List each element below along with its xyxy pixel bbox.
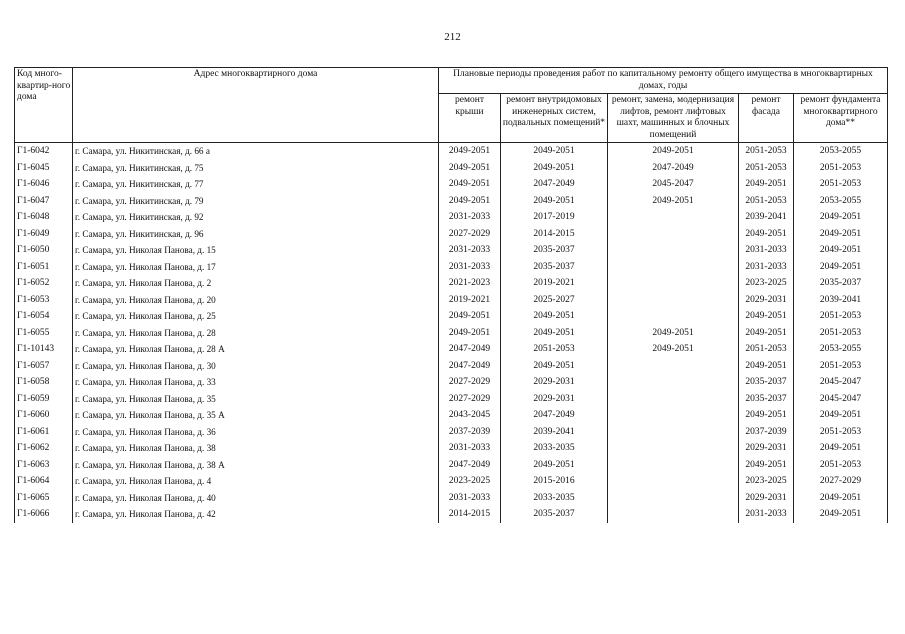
cell-code: Г1-6051 bbox=[15, 259, 73, 276]
cell-elevators bbox=[608, 391, 739, 408]
capital-repair-table-wrapper bbox=[14, 67, 887, 523]
cell-elevators bbox=[608, 226, 739, 243]
cell-address: г. Самара, ул. Никитинская, д. 75 bbox=[73, 160, 439, 177]
cell-foundation: 2051-2053 bbox=[794, 457, 888, 474]
table-row bbox=[15, 358, 888, 375]
cell-foundation: 2027-2029 bbox=[794, 473, 888, 490]
cell-elevators: 2049-2051 bbox=[608, 193, 739, 210]
cell-foundation: 2049-2051 bbox=[794, 242, 888, 259]
cell-elevators bbox=[608, 242, 739, 259]
cell-roof: 2019-2021 bbox=[439, 292, 501, 309]
cell-code: Г1-6054 bbox=[15, 308, 73, 325]
cell-facade: 2023-2025 bbox=[739, 275, 794, 292]
cell-roof: 2021-2023 bbox=[439, 275, 501, 292]
table-row bbox=[15, 490, 888, 507]
table-body bbox=[15, 143, 888, 523]
cell-address: г. Самара, ул. Никитинская, д. 96 bbox=[73, 226, 439, 243]
cell-address: г. Самара, ул. Николая Панова, д. 38 А bbox=[73, 457, 439, 474]
cell-facade: 2049-2051 bbox=[739, 457, 794, 474]
cell-systems: 2015-2016 bbox=[501, 473, 608, 490]
table-row bbox=[15, 160, 888, 177]
cell-roof: 2049-2051 bbox=[439, 176, 501, 193]
cell-facade: 2049-2051 bbox=[739, 176, 794, 193]
cell-code: Г1-10143 bbox=[15, 341, 73, 358]
cell-code: Г1-6048 bbox=[15, 209, 73, 226]
table-row bbox=[15, 506, 888, 523]
cell-roof: 2027-2029 bbox=[439, 226, 501, 243]
cell-code: Г1-6066 bbox=[15, 506, 73, 523]
cell-code: Г1-6063 bbox=[15, 457, 73, 474]
cell-systems: 2049-2051 bbox=[501, 325, 608, 342]
table-row bbox=[15, 226, 888, 243]
cell-facade: 2051-2053 bbox=[739, 160, 794, 177]
cell-roof: 2049-2051 bbox=[439, 160, 501, 177]
cell-systems: 2035-2037 bbox=[501, 242, 608, 259]
cell-address: г. Самара, ул. Николая Панова, д. 30 bbox=[73, 358, 439, 375]
cell-foundation: 2049-2051 bbox=[794, 209, 888, 226]
cell-code: Г1-6065 bbox=[15, 490, 73, 507]
cell-facade: 2031-2033 bbox=[739, 259, 794, 276]
cell-systems: 2047-2049 bbox=[501, 407, 608, 424]
cell-elevators bbox=[608, 209, 739, 226]
cell-elevators bbox=[608, 424, 739, 441]
table-row bbox=[15, 242, 888, 259]
header-systems: ремонт внутридомовых инженерных систем, подвальных помещений* bbox=[501, 94, 608, 143]
cell-address: г. Самара, ул. Николая Панова, д. 38 bbox=[73, 440, 439, 457]
cell-systems: 2051-2053 bbox=[501, 341, 608, 358]
cell-elevators bbox=[608, 473, 739, 490]
cell-code: Г1-6045 bbox=[15, 160, 73, 177]
cell-foundation: 2051-2053 bbox=[794, 176, 888, 193]
cell-code: Г1-6049 bbox=[15, 226, 73, 243]
cell-foundation: 2051-2053 bbox=[794, 308, 888, 325]
cell-roof: 2047-2049 bbox=[439, 341, 501, 358]
cell-code: Г1-6050 bbox=[15, 242, 73, 259]
cell-code: Г1-6060 bbox=[15, 407, 73, 424]
header-roof: ремонт крыши bbox=[439, 94, 501, 143]
cell-foundation: 2049-2051 bbox=[794, 490, 888, 507]
cell-address: г. Самара, ул. Николая Панова, д. 35 А bbox=[73, 407, 439, 424]
cell-elevators: 2049-2051 bbox=[608, 341, 739, 358]
cell-facade: 2031-2033 bbox=[739, 506, 794, 523]
cell-facade: 2049-2051 bbox=[739, 226, 794, 243]
cell-systems: 2019-2021 bbox=[501, 275, 608, 292]
cell-elevators bbox=[608, 490, 739, 507]
cell-address: г. Самара, ул. Николая Панова, д. 28 А bbox=[73, 341, 439, 358]
cell-code: Г1-6059 bbox=[15, 391, 73, 408]
cell-elevators bbox=[608, 506, 739, 523]
cell-address: г. Самара, ул. Никитинская, д. 79 bbox=[73, 193, 439, 210]
table-row bbox=[15, 143, 888, 160]
cell-address: г. Самара, ул. Николая Панова, д. 42 bbox=[73, 506, 439, 523]
table-row bbox=[15, 275, 888, 292]
cell-foundation: 2049-2051 bbox=[794, 407, 888, 424]
table-row bbox=[15, 440, 888, 457]
cell-foundation: 2051-2053 bbox=[794, 325, 888, 342]
cell-elevators bbox=[608, 407, 739, 424]
cell-address: г. Самара, ул. Николая Панова, д. 33 bbox=[73, 374, 439, 391]
cell-systems: 2033-2035 bbox=[501, 490, 608, 507]
table-row bbox=[15, 308, 888, 325]
header-foundation: ремонт фундамента многоквартирного дома** bbox=[794, 94, 888, 143]
cell-elevators bbox=[608, 259, 739, 276]
header-address: Адрес многоквартирного дома bbox=[73, 68, 439, 143]
cell-facade: 2049-2051 bbox=[739, 407, 794, 424]
cell-address: г. Самара, ул. Никитинская, д. 77 bbox=[73, 176, 439, 193]
cell-code: Г1-6055 bbox=[15, 325, 73, 342]
cell-facade: 2051-2053 bbox=[739, 341, 794, 358]
cell-foundation: 2051-2053 bbox=[794, 160, 888, 177]
table-row bbox=[15, 193, 888, 210]
cell-elevators: 2049-2051 bbox=[608, 143, 739, 160]
cell-roof: 2043-2045 bbox=[439, 407, 501, 424]
cell-facade: 2039-2041 bbox=[739, 209, 794, 226]
cell-foundation: 2053-2055 bbox=[794, 143, 888, 160]
cell-facade: 2035-2037 bbox=[739, 374, 794, 391]
table-row bbox=[15, 259, 888, 276]
table-row bbox=[15, 292, 888, 309]
table-row bbox=[15, 391, 888, 408]
cell-roof: 2027-2029 bbox=[439, 374, 501, 391]
cell-elevators bbox=[608, 440, 739, 457]
cell-code: Г1-6061 bbox=[15, 424, 73, 441]
cell-systems: 2049-2051 bbox=[501, 193, 608, 210]
cell-systems: 2035-2037 bbox=[501, 506, 608, 523]
cell-roof: 2031-2033 bbox=[439, 440, 501, 457]
cell-roof: 2037-2039 bbox=[439, 424, 501, 441]
cell-code: Г1-6062 bbox=[15, 440, 73, 457]
cell-facade: 2029-2031 bbox=[739, 490, 794, 507]
cell-address: г. Самара, ул. Николая Панова, д. 28 bbox=[73, 325, 439, 342]
cell-foundation: 2051-2053 bbox=[794, 424, 888, 441]
cell-facade: 2049-2051 bbox=[739, 308, 794, 325]
cell-address: г. Самара, ул. Николая Панова, д. 40 bbox=[73, 490, 439, 507]
cell-roof: 2031-2033 bbox=[439, 242, 501, 259]
cell-systems: 2049-2051 bbox=[501, 160, 608, 177]
cell-systems: 2029-2031 bbox=[501, 374, 608, 391]
cell-address: г. Самара, ул. Николая Панова, д. 36 bbox=[73, 424, 439, 441]
cell-address: г. Самара, ул. Николая Панова, д. 2 bbox=[73, 275, 439, 292]
cell-systems: 2049-2051 bbox=[501, 308, 608, 325]
cell-foundation: 2049-2051 bbox=[794, 226, 888, 243]
table-row bbox=[15, 473, 888, 490]
cell-roof: 2047-2049 bbox=[439, 358, 501, 375]
cell-code: Г1-6058 bbox=[15, 374, 73, 391]
table-row bbox=[15, 341, 888, 358]
cell-roof: 2031-2033 bbox=[439, 209, 501, 226]
table-row bbox=[15, 424, 888, 441]
cell-systems: 2049-2051 bbox=[501, 358, 608, 375]
cell-facade: 2049-2051 bbox=[739, 358, 794, 375]
cell-facade: 2037-2039 bbox=[739, 424, 794, 441]
cell-foundation: 2045-2047 bbox=[794, 391, 888, 408]
cell-address: г. Самара, ул. Николая Панова, д. 15 bbox=[73, 242, 439, 259]
header-periods: Плановые периоды проведения работ по капитальному ремонту общего имущества в многоквартирных домах, годы bbox=[439, 68, 888, 94]
cell-foundation: 2049-2051 bbox=[794, 440, 888, 457]
cell-address: г. Самара, ул. Николая Панова, д. 25 bbox=[73, 308, 439, 325]
header-elevators: ремонт, замена, модернизация лифтов, ремонт лифтовых шахт, машинных и блочных помещений bbox=[608, 94, 739, 143]
cell-roof: 2031-2033 bbox=[439, 259, 501, 276]
cell-elevators bbox=[608, 308, 739, 325]
cell-roof: 2023-2025 bbox=[439, 473, 501, 490]
cell-systems: 2025-2027 bbox=[501, 292, 608, 309]
cell-foundation: 2049-2051 bbox=[794, 259, 888, 276]
cell-address: г. Самара, ул. Никитинская, д. 92 bbox=[73, 209, 439, 226]
cell-roof: 2049-2051 bbox=[439, 143, 501, 160]
cell-systems: 2029-2031 bbox=[501, 391, 608, 408]
cell-foundation: 2053-2055 bbox=[794, 341, 888, 358]
cell-roof: 2027-2029 bbox=[439, 391, 501, 408]
cell-roof: 2047-2049 bbox=[439, 457, 501, 474]
cell-foundation: 2045-2047 bbox=[794, 374, 888, 391]
page-number: 212 bbox=[444, 31, 461, 43]
cell-roof: 2014-2015 bbox=[439, 506, 501, 523]
cell-elevators bbox=[608, 374, 739, 391]
cell-elevators: 2045-2047 bbox=[608, 176, 739, 193]
cell-facade: 2051-2053 bbox=[739, 143, 794, 160]
cell-systems: 2033-2035 bbox=[501, 440, 608, 457]
cell-foundation: 2051-2053 bbox=[794, 358, 888, 375]
cell-elevators bbox=[608, 358, 739, 375]
cell-address: г. Самара, ул. Никитинская, д. 66 а bbox=[73, 143, 439, 160]
header-code: Код много-квартир-ного дома bbox=[15, 68, 73, 143]
cell-roof: 2049-2051 bbox=[439, 308, 501, 325]
cell-code: Г1-6047 bbox=[15, 193, 73, 210]
cell-systems: 2035-2037 bbox=[501, 259, 608, 276]
cell-code: Г1-6053 bbox=[15, 292, 73, 309]
cell-elevators bbox=[608, 275, 739, 292]
cell-facade: 2035-2037 bbox=[739, 391, 794, 408]
cell-foundation: 2049-2051 bbox=[794, 506, 888, 523]
table-row bbox=[15, 176, 888, 193]
cell-elevators bbox=[608, 292, 739, 309]
table-row bbox=[15, 457, 888, 474]
cell-systems: 2049-2051 bbox=[501, 143, 608, 160]
cell-facade: 2049-2051 bbox=[739, 325, 794, 342]
cell-systems: 2017-2019 bbox=[501, 209, 608, 226]
cell-foundation: 2053-2055 bbox=[794, 193, 888, 210]
cell-address: г. Самара, ул. Николая Панова, д. 4 bbox=[73, 473, 439, 490]
cell-facade: 2031-2033 bbox=[739, 242, 794, 259]
cell-elevators: 2047-2049 bbox=[608, 160, 739, 177]
cell-code: Г1-6042 bbox=[15, 143, 73, 160]
cell-facade: 2051-2053 bbox=[739, 193, 794, 210]
cell-foundation: 2035-2037 bbox=[794, 275, 888, 292]
cell-facade: 2029-2031 bbox=[739, 292, 794, 309]
cell-foundation: 2039-2041 bbox=[794, 292, 888, 309]
table-row bbox=[15, 374, 888, 391]
cell-roof: 2049-2051 bbox=[439, 193, 501, 210]
cell-systems: 2049-2051 bbox=[501, 457, 608, 474]
cell-address: г. Самара, ул. Николая Панова, д. 20 bbox=[73, 292, 439, 309]
cell-roof: 2031-2033 bbox=[439, 490, 501, 507]
cell-code: Г1-6064 bbox=[15, 473, 73, 490]
cell-address: г. Самара, ул. Николая Панова, д. 35 bbox=[73, 391, 439, 408]
table-row bbox=[15, 325, 888, 342]
cell-facade: 2029-2031 bbox=[739, 440, 794, 457]
cell-code: Г1-6046 bbox=[15, 176, 73, 193]
cell-facade: 2023-2025 bbox=[739, 473, 794, 490]
capital-repair-table bbox=[14, 67, 888, 523]
cell-code: Г1-6052 bbox=[15, 275, 73, 292]
cell-systems: 2039-2041 bbox=[501, 424, 608, 441]
cell-elevators: 2049-2051 bbox=[608, 325, 739, 342]
header-facade: ремонт фасада bbox=[739, 94, 794, 143]
cell-systems: 2014-2015 bbox=[501, 226, 608, 243]
table-row bbox=[15, 407, 888, 424]
cell-systems: 2047-2049 bbox=[501, 176, 608, 193]
cell-code: Г1-6057 bbox=[15, 358, 73, 375]
cell-roof: 2049-2051 bbox=[439, 325, 501, 342]
cell-address: г. Самара, ул. Николая Панова, д. 17 bbox=[73, 259, 439, 276]
cell-elevators bbox=[608, 457, 739, 474]
table-row bbox=[15, 209, 888, 226]
